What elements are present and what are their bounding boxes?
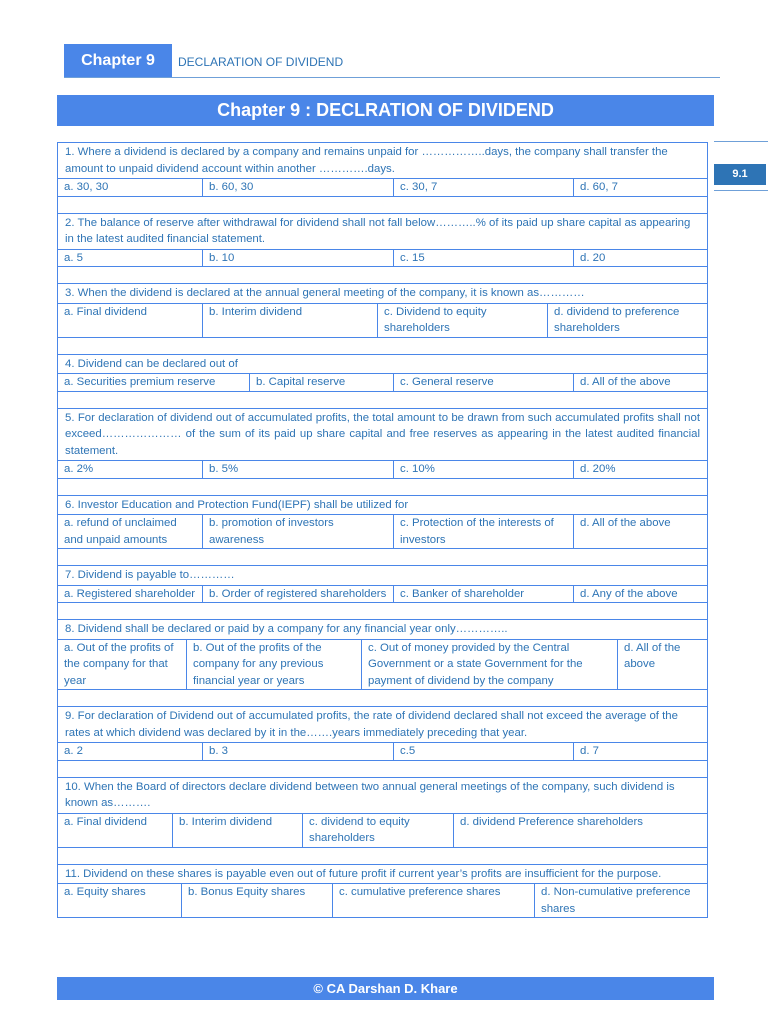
row-spacer (58, 196, 707, 213)
option-c: c. cumulative preference shares (333, 884, 535, 917)
option-a: a. Final dividend (58, 814, 173, 847)
question-text: 1. Where a dividend is declared by a company and remains unpaid for ……………..days, the company shall transfer the amount to unpaid dividend account within another ………….days. (65, 146, 668, 175)
option-b: b. 5% (203, 461, 394, 478)
question-text: 9. For declaration of Dividend out of accumulated profits, the rate of dividend declared shall not exceed the average of the rates at which dividend was declared by it in the…….years immediately preceding that year. (65, 710, 678, 739)
option-d: d. dividend to preference shareholders (554, 305, 680, 334)
option-a: a. 2% (58, 461, 203, 478)
question-text: 4. Dividend can be declared out of (65, 357, 238, 370)
option-b: b. Order of registered shareholders (203, 586, 394, 603)
options-row (58, 249, 707, 267)
footer-copyright: © CA Darshan D. Khare (57, 977, 714, 1000)
option-a: a. Registered shareholder (58, 586, 203, 603)
page-number-badge: 9.1 (714, 164, 766, 185)
option-a: a. Out of the profits of the company for that year (58, 640, 187, 690)
option-b: b. promotion of investors awareness (203, 515, 394, 548)
option-c: c. General reserve (394, 374, 574, 391)
chapter-subtitle: DECLARATION OF DIVIDEND (178, 55, 344, 69)
option-d: d. All of the above (580, 517, 671, 529)
question-text: 8. Dividend shall be declared or paid by a company for any financial year only………….. (65, 623, 508, 635)
options-row (58, 883, 707, 917)
question-block (57, 777, 708, 864)
option-c: c. Banker of shareholder (394, 586, 574, 603)
row-spacer (58, 689, 707, 706)
question-text: 11. Dividend on these shares is payable even out of future profit if current year’s profits are insufficient for the purpose. (65, 867, 662, 880)
question-block (57, 864, 708, 919)
options-row (58, 178, 707, 196)
option-b: b. 10 (203, 250, 394, 267)
option-a: a. Securities premium reserve (58, 374, 250, 391)
options-row (58, 742, 707, 760)
question-block (57, 142, 708, 213)
option-d: d. 20% (580, 463, 616, 475)
option-d: d. All of the above (580, 376, 671, 388)
option-b: b. Out of the profits of the company for any previous financial year or years (187, 640, 362, 690)
option-b: b. Bonus Equity shares (182, 884, 333, 917)
option-a: a. 5 (58, 250, 203, 267)
question-text: 3. When the dividend is declared at the annual general meeting of the company, it is known as………… (65, 287, 585, 299)
question-text: 6. Investor Education and Protection Fund(IEPF) shall be utilized for (65, 498, 409, 511)
row-spacer (58, 548, 707, 565)
option-d: d. Non-cumulative preference shares (541, 886, 691, 915)
page-number-rule-top (714, 141, 768, 142)
options-row (58, 639, 707, 690)
row-spacer (58, 760, 707, 777)
question-block (57, 619, 708, 706)
header-rule (64, 77, 720, 78)
option-d: d. Any of the above (580, 587, 678, 600)
option-c: c. Out of money provided by the Central Government or a state Government for the payment of dividend by the company (362, 640, 618, 690)
option-a: a. refund of unclaimed and unpaid amounts (58, 515, 203, 548)
row-spacer (58, 391, 707, 408)
question-block (57, 706, 708, 777)
question-block (57, 283, 708, 354)
option-a: a. Final dividend (58, 304, 203, 337)
option-d: d. 7 (580, 745, 599, 757)
row-spacer (58, 602, 707, 619)
option-d: d. 20 (580, 251, 606, 264)
question-text: 5. For declaration of dividend out of accumulated profits, the total amount to be drawn from such accumulated profits shall not exceed………………… of the sum of its paid up share capital and free reserves as appearing in the latest audited financial statement. (65, 411, 700, 457)
option-b: b. 60, 30 (203, 179, 394, 196)
option-b: b. Capital reserve (250, 374, 394, 391)
question-block (57, 565, 708, 619)
options-row (58, 460, 707, 478)
question-block (57, 408, 708, 495)
row-spacer (58, 266, 707, 283)
option-c: c. 30, 7 (394, 179, 574, 196)
question-block (57, 495, 708, 566)
option-d: d. 60, 7 (580, 181, 618, 193)
question-list (57, 142, 708, 918)
option-c: c. Dividend to equity shareholders (378, 304, 548, 337)
option-c: c. Protection of the interests of investors (394, 515, 574, 548)
option-d: d. All of the above (624, 641, 681, 670)
row-spacer (58, 478, 707, 495)
option-b: b. Interim dividend (203, 304, 378, 337)
option-b: b. Interim dividend (173, 814, 303, 847)
options-row (58, 514, 707, 548)
question-text: 2. The balance of reserve after withdrawal for dividend shall not fall below………..% of its paid up share capital as appearing in the latest audited financial statement. (65, 216, 691, 245)
page-title: Chapter 9 : DECLRATION OF DIVIDEND (57, 95, 714, 126)
options-row (58, 813, 707, 847)
page-number-rule-bottom (714, 190, 768, 191)
chapter-tab: Chapter 9 (64, 44, 172, 77)
option-c: c. dividend to equity shareholders (303, 814, 454, 847)
option-c: c. 15 (394, 250, 574, 267)
question-text: 10. When the Board of directors declare dividend between two annual general meetings of the company, such dividend is known as………. (65, 780, 675, 809)
row-spacer (58, 847, 707, 864)
option-a: a. Equity shares (58, 884, 182, 917)
option-d: d. dividend Preference shareholders (460, 815, 643, 828)
question-block (57, 354, 708, 408)
options-row (58, 303, 707, 337)
option-c: c.5 (394, 743, 574, 760)
options-row (58, 585, 707, 603)
option-c: c. 10% (394, 461, 574, 478)
question-text: 7. Dividend is payable to………… (65, 569, 235, 581)
option-b: b. 3 (203, 743, 394, 760)
option-a: a. 30, 30 (58, 179, 203, 196)
question-block (57, 213, 708, 284)
option-a: a. 2 (58, 743, 203, 760)
options-row (58, 373, 707, 391)
row-spacer (58, 337, 707, 354)
